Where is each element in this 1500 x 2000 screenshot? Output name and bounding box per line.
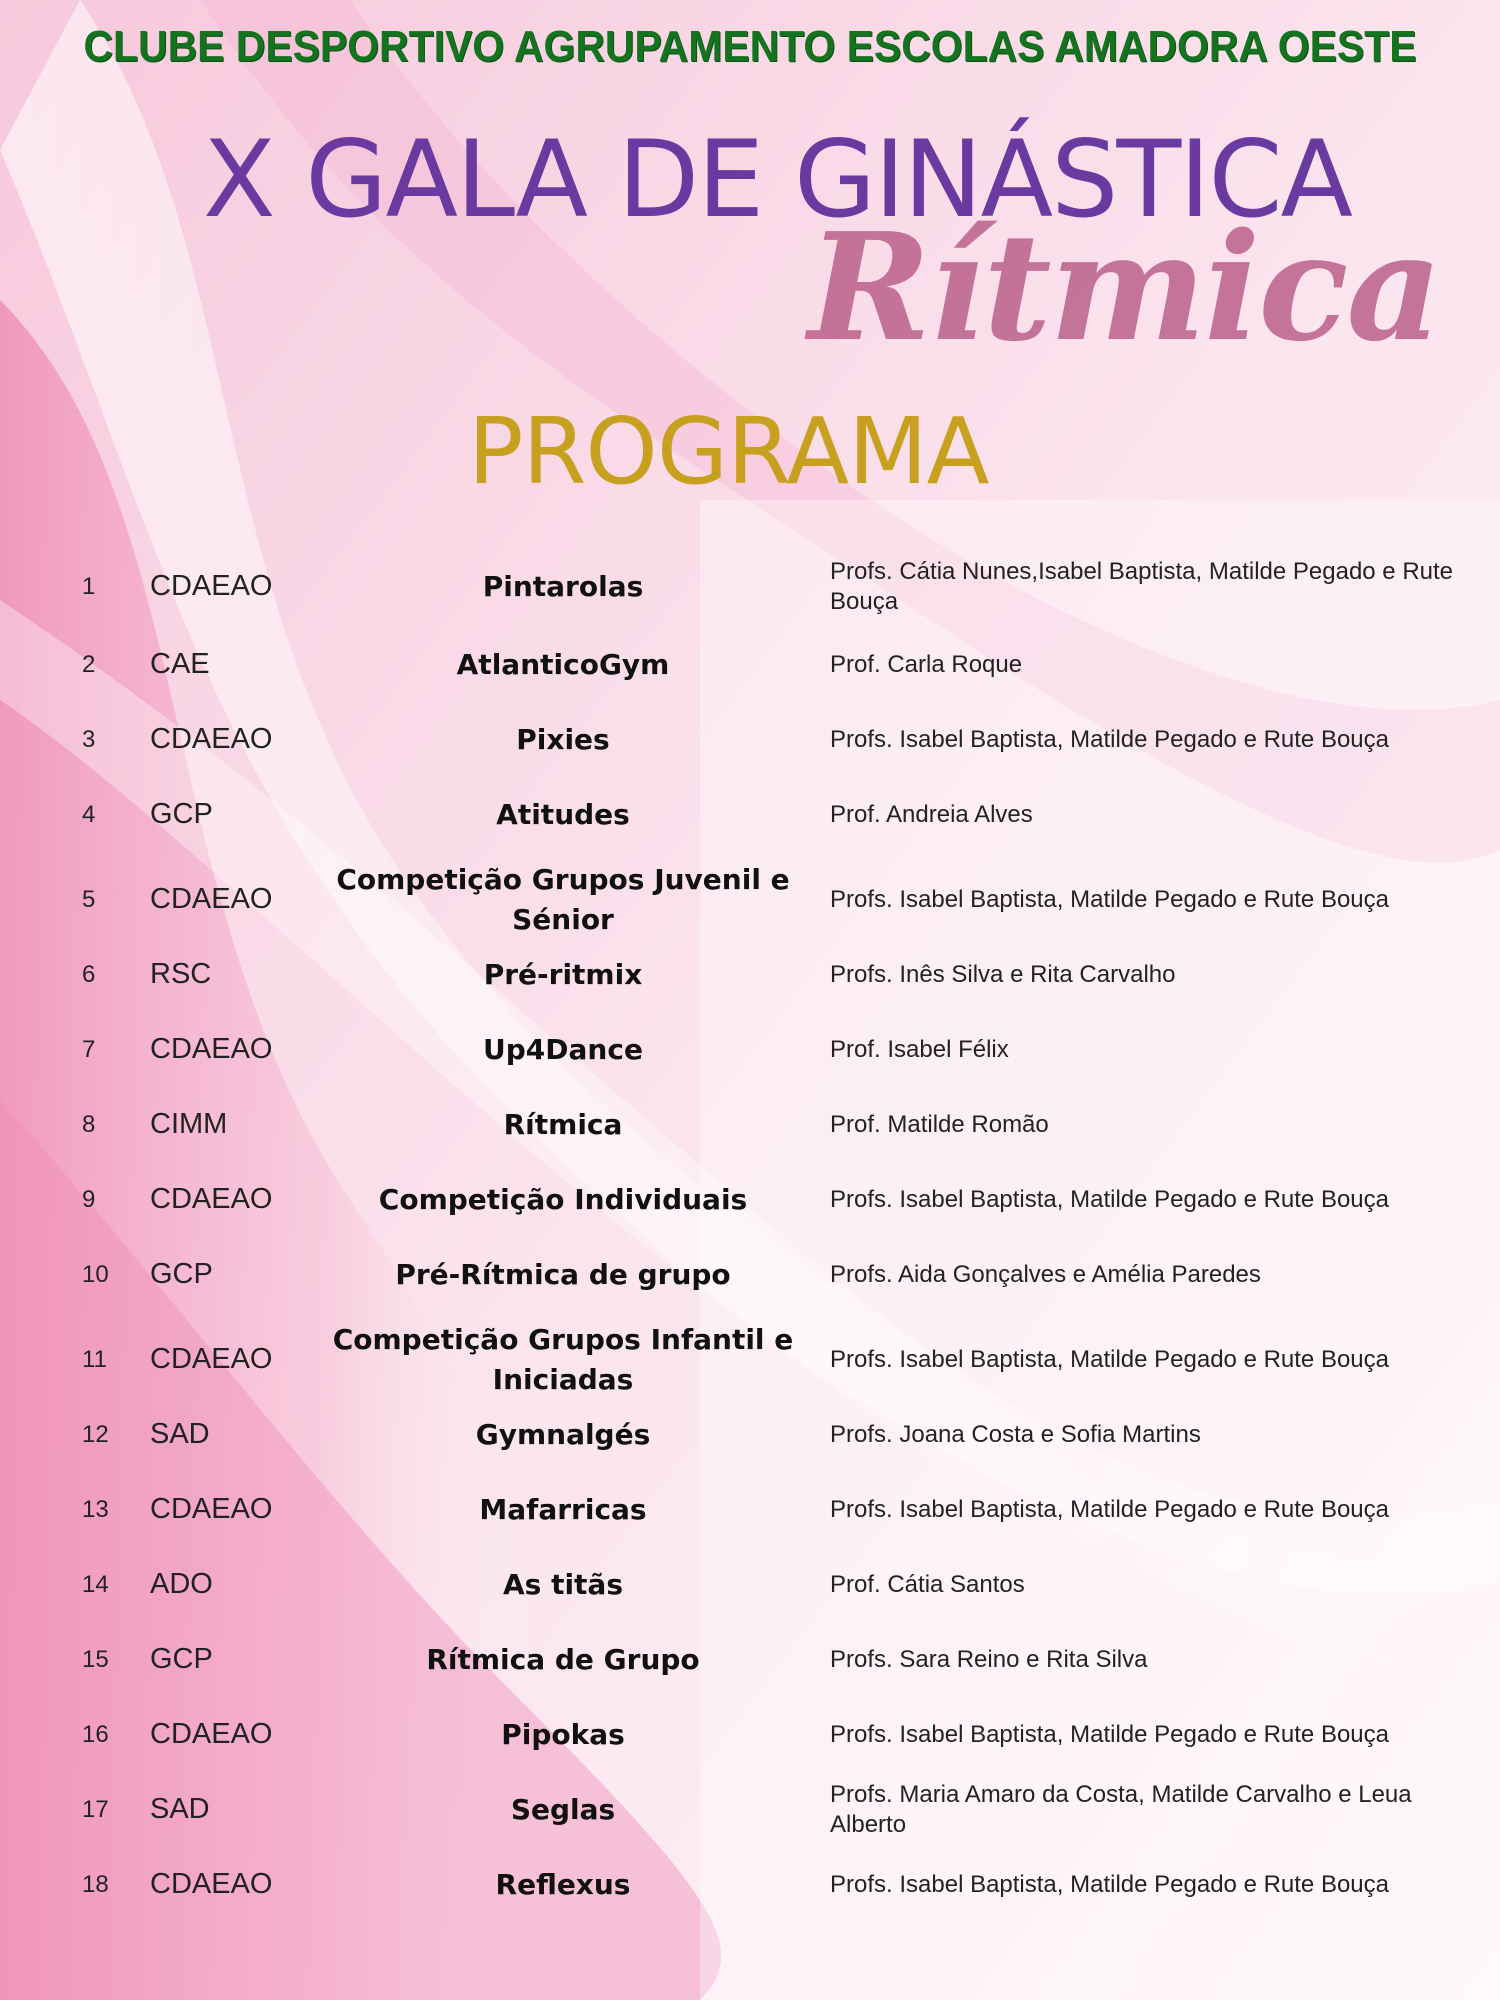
row-group-name: Rítmica de Grupo	[426, 1643, 700, 1676]
ritmica-script-title: Rítmica	[808, 200, 1441, 374]
row-group-name: Competição Grupos Juvenil e Sénior	[336, 863, 790, 936]
row-coaches: Prof. Carla Roque	[830, 651, 1023, 678]
row-number: 9	[82, 1186, 96, 1213]
row-group-name: Up4Dance	[483, 1033, 643, 1066]
row-club: CDAEAO	[150, 1493, 273, 1525]
row-club: CDAEAO	[150, 1718, 273, 1750]
row-number: 17	[82, 1796, 109, 1823]
row-coaches: Prof. Cátia Santos	[830, 1571, 1025, 1598]
row-number: 14	[82, 1571, 109, 1598]
row-coaches: Prof. Isabel Félix	[830, 1036, 1009, 1063]
row-group-name: Pipokas	[501, 1718, 625, 1751]
row-group-name: Competição Individuais	[378, 1183, 748, 1216]
row-coaches: Profs. Inês Silva e Rita Carvalho	[830, 961, 1176, 988]
row-club: SAD	[150, 1793, 210, 1825]
row-group-name: Pré-ritmix	[483, 958, 643, 991]
row-number: 13	[82, 1496, 109, 1523]
row-group-name: Rítmica	[503, 1108, 623, 1141]
row-coaches: Profs. Isabel Baptista, Matilde Pegado e Rute Bouça	[830, 1496, 1389, 1523]
row-club: GCP	[150, 1643, 213, 1675]
row-number: 11	[82, 1346, 107, 1373]
row-club: SAD	[150, 1418, 210, 1450]
row-coaches: Profs. Isabel Baptista, Matilde Pegado e Rute Bouça	[830, 886, 1389, 913]
programa-title: PROGRAMA	[468, 398, 989, 505]
row-number: 5	[82, 886, 96, 913]
row-group-name: Mafarricas	[479, 1493, 647, 1526]
row-coaches: Profs. Isabel Baptista, Matilde Pegado e Rute Bouça	[830, 726, 1389, 753]
row-number: 1	[82, 573, 96, 600]
row-club: CDAEAO	[150, 1343, 273, 1375]
row-coaches: Prof. Andreia Alves	[830, 801, 1033, 828]
row-number: 15	[82, 1646, 109, 1673]
row-number: 18	[82, 1871, 109, 1898]
row-club: GCP	[150, 798, 213, 830]
row-coaches: Profs. Sara Reino e Rita Silva	[830, 1646, 1148, 1673]
row-coaches: Profs. Aida Gonçalves e Amélia Paredes	[830, 1261, 1261, 1288]
row-club: CDAEAO	[150, 1868, 273, 1900]
row-coaches: Profs. Cátia Nunes,Isabel Baptista, Matilde Pegado e Rute Bouça	[830, 558, 1454, 615]
row-club: GCP	[150, 1258, 213, 1290]
row-number: 12	[82, 1421, 109, 1448]
row-number: 4	[82, 801, 96, 828]
row-club: CDAEAO	[150, 1183, 273, 1215]
row-coaches: Profs. Joana Costa e Sofia Martins	[830, 1421, 1201, 1448]
row-club: CDAEAO	[150, 570, 273, 602]
row-club: CAE	[150, 648, 210, 680]
row-club: ADO	[150, 1568, 213, 1600]
row-club: CIMM	[150, 1108, 228, 1140]
club-name-heading: CLUBE DESPORTIVO AGRUPAMENTO ESCOLAS AMADORA OESTE	[83, 22, 1417, 71]
row-coaches: Profs. Isabel Baptista, Matilde Pegado e Rute Bouça	[830, 1346, 1389, 1373]
row-group-name: AtlanticoGym	[456, 648, 670, 681]
row-group-name: Pixies	[516, 723, 610, 756]
row-group-name: Reflexus	[495, 1868, 631, 1901]
row-club: CDAEAO	[150, 883, 273, 915]
row-number: 16	[82, 1721, 109, 1748]
row-coaches: Prof. Matilde Romão	[830, 1111, 1049, 1138]
row-number: 2	[82, 651, 96, 678]
row-group-name: Pintarolas	[482, 570, 644, 603]
row-club: RSC	[150, 958, 212, 990]
row-group-name: As titãs	[502, 1568, 623, 1601]
row-group-name: Pré-Rítmica de grupo	[395, 1258, 731, 1291]
row-group-name: Gymnalgés	[475, 1418, 651, 1451]
row-coaches: Profs. Isabel Baptista, Matilde Pegado e Rute Bouça	[830, 1871, 1389, 1898]
row-number: 8	[82, 1111, 96, 1138]
row-group-name: Atitudes	[496, 798, 630, 831]
row-number: 3	[82, 726, 96, 753]
row-number: 7	[82, 1036, 96, 1063]
row-coaches: Profs. Isabel Baptista, Matilde Pegado e Rute Bouça	[830, 1186, 1389, 1213]
row-club: CDAEAO	[150, 1033, 273, 1065]
row-club: CDAEAO	[150, 723, 273, 755]
gala-title: X GALA DE GINÁSTICA	[203, 118, 1351, 241]
row-group-name: Seglas	[510, 1793, 616, 1826]
row-coaches: Profs. Isabel Baptista, Matilde Pegado e Rute Bouça	[830, 1721, 1389, 1748]
row-number: 6	[82, 961, 96, 988]
row-coaches: Profs. Maria Amaro da Costa, Matilde Carvalho e Leua Alberto	[830, 1781, 1412, 1838]
row-number: 10	[82, 1261, 109, 1288]
row-group-name: Competição Grupos Infantil e Iniciadas	[332, 1323, 794, 1396]
